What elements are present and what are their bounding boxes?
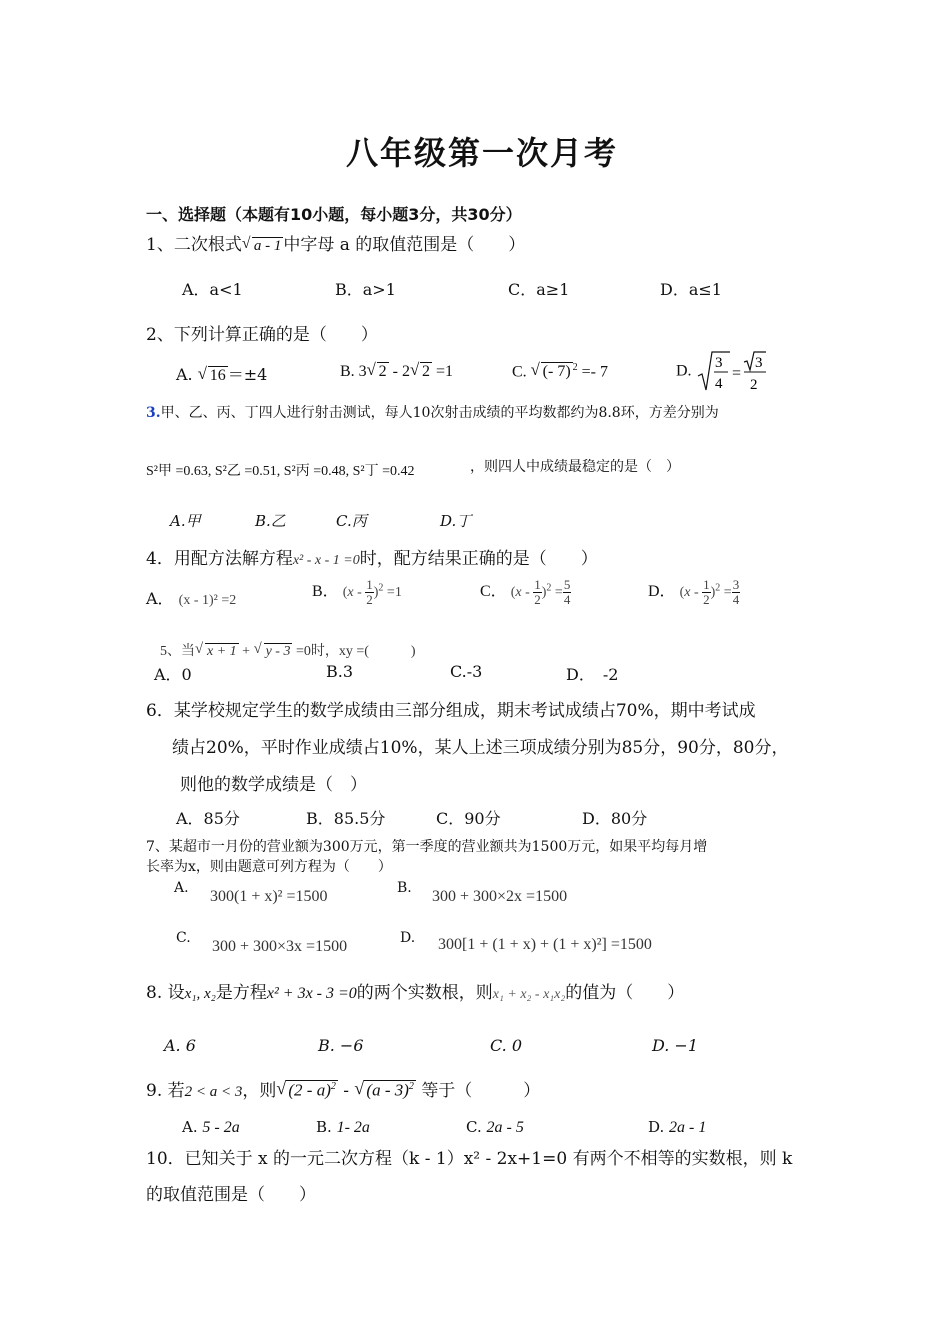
q7-option-b[interactable]: 300 + 300×2x =1500 [432, 888, 568, 905]
q9-option-a[interactable]: A. 5 - 2a [182, 1118, 240, 1136]
question-7-line-1: 7、某超市一月份的营业额为300万元，第一季度的营业额共为1500万元，如果平均每月增 [146, 839, 708, 855]
q1-stem-end: 中字母 a 的取值范围是（ ） [283, 235, 526, 255]
q6-option-a[interactable]: A．85分 [176, 809, 240, 828]
question-10-line-1: 10．已知关于 x 的一元二次方程（k - 1）x² - 2x+1=0 有两个不相等的实数根，则 k [146, 1149, 793, 1169]
question-2-stem: 2、下列计算正确的是（ ） [146, 325, 378, 345]
q5-option-c[interactable]: C.-3 [450, 662, 483, 681]
q7-option-c[interactable]: 300 + 300×3x =1500 [212, 938, 348, 955]
q6-option-c[interactable]: C．90分 [436, 809, 501, 828]
q2-a-radical: √ 16 [198, 366, 228, 385]
q8-option-b[interactable]: B. −6 [318, 1036, 364, 1055]
question-9-stem: 9. 若2 < a < 3，则√ (2 - a)$^2$ - √ (a - 3)$^2$ 等于（ ） [146, 1076, 540, 1101]
q6-option-b[interactable]: B．85.5分 [306, 809, 386, 828]
q7-option-d-label[interactable]: D. [400, 930, 416, 946]
q2-b-radical-2: √ 2 [410, 362, 432, 381]
page-title: 八年级第一次月考 [346, 134, 619, 172]
q9-option-d[interactable]: D. 2a - 1 [648, 1118, 707, 1136]
q6-option-d[interactable]: D．80分 [582, 809, 648, 828]
question-6-line-1: 6．某学校规定学生的数学成绩由三部分组成，期末考试成绩占70%，期中考试成 [146, 701, 756, 721]
q5-option-b[interactable]: B.3 [326, 662, 354, 681]
svg-text:3: 3 [754, 355, 763, 371]
section-heading: 一、选择题（本题有10小题，每小题3分，共30分） [146, 205, 522, 224]
q7-option-a-label[interactable]: A. [174, 880, 189, 896]
q7-option-d[interactable]: 300[1 + (1 + x) + (1 + x)²] =1500 [438, 936, 652, 953]
q1-option-a[interactable]: A．a<1 [182, 280, 243, 299]
q4-option-a[interactable]: A． (x - 1)² =2 [146, 589, 237, 608]
svg-text:3: 3 [714, 355, 723, 371]
q3-option-a[interactable]: A.甲 [170, 512, 201, 530]
q4-option-c[interactable]: C． (x - $\frac{1}{2}$ )$^2$ = $\frac{5}{4}$ [480, 577, 571, 608]
q2-option-d[interactable]: D. 3 4 = 3 2 [676, 350, 768, 394]
q4-equation: x² - x - 1 =0 [292, 553, 360, 568]
q3-option-b[interactable]: B.乙 [255, 512, 286, 530]
q4-option-d[interactable]: D． (x - $\frac{1}{2}$ )$^2$ = $\frac{3}{4}$ [648, 577, 740, 608]
q8-option-a[interactable]: A. 6 [164, 1036, 196, 1055]
q5-radical-1: √ x + 1 [195, 643, 239, 660]
q1-radical: √ a - 1 [242, 237, 284, 255]
q8-expression: x₁ + x₂ - x₁x₂ [492, 987, 566, 1002]
q4-option-b[interactable]: B． (x - $\frac{1}{2}$ )$^2$ =1 [312, 577, 402, 608]
q2-c-radical: √ (- 7) $^2$ [531, 362, 578, 381]
q3-variances: S²甲 =0.63, S²乙 =0.51, S²丙 =0.48, S²丁 =0.42 [146, 464, 415, 479]
q2-b-radical-1: √ 2 [367, 362, 389, 381]
q1-option-b[interactable]: B．a>1 [335, 280, 396, 299]
q2-d-expression [696, 350, 768, 394]
q3-tail: ，则四人中成绩最稳定的是（ ） [470, 459, 680, 475]
q2-option-b[interactable]: B. 3√ 2 - 2√ 2 =1 [340, 362, 453, 381]
q9-option-b[interactable]: B. 1- 2a [316, 1118, 370, 1136]
q1-option-c[interactable]: C．a≥1 [508, 280, 570, 299]
question-4-stem: 4．用配方法解方程x² - x - 1 =0时，配方结果正确的是（ ） [146, 549, 598, 569]
question-7-line-2: 长率为x，则由题意可列方程为（ ） [146, 859, 392, 875]
q9-radical-2: √ (a - 3)$^2$ [354, 1080, 415, 1101]
q2-option-c[interactable]: C. √ (- 7) $^2$ =- 7 [512, 362, 608, 381]
question-1-stem [146, 230, 525, 255]
q8-equation: x² + 3x - 3 =0 [266, 985, 357, 1002]
q5-option-a[interactable]: A．0 [154, 665, 192, 684]
q7-option-a[interactable]: 300(1 + x)² =1500 [210, 888, 328, 905]
q8-option-c[interactable]: C. 0 [490, 1036, 523, 1055]
q2-option-a[interactable]: A. √ 16 ＝±4 [176, 362, 267, 385]
question-6-line-2: 绩占20%，平时作业成绩占10%，某人上述三项成绩分别为85分，90分，80分， [172, 738, 789, 758]
question-10-line-2: 的取值范围是（ ） [146, 1185, 316, 1205]
q3-number: 3. [146, 405, 161, 421]
question-5-stem: 5、当√ x + 1 + √ y - 3 =0时，xy =( ) [160, 640, 416, 660]
q1-option-d[interactable]: D．a≤1 [660, 280, 722, 299]
question-3-stem: 3.甲、乙、丙、丁四人进行射击测试，每人10次射击成绩的平均数都约为8.8环，方差分别为 [146, 405, 719, 421]
svg-text:=: = [731, 365, 741, 382]
q9-option-c[interactable]: C. 2a - 5 [466, 1118, 524, 1136]
svg-text:4: 4 [714, 376, 723, 392]
q8-roots: x₁, x₂ [184, 986, 216, 1002]
q7-option-c-label[interactable]: C. [176, 930, 191, 946]
svg-text:2: 2 [749, 377, 758, 393]
q5-radical-2: √ y - 3 [254, 643, 293, 660]
q1-stem-start: 1、二次根式 [146, 235, 242, 255]
q5-option-d[interactable]: D． -2 [566, 665, 619, 684]
q8-option-d[interactable]: D. −1 [652, 1036, 699, 1055]
q3-option-d[interactable]: D.丁 [440, 512, 472, 530]
q9-condition: 2 < a < 3 [184, 1084, 243, 1100]
question-6-line-3: 则他的数学成绩是（ ） [180, 775, 367, 795]
q3-option-c[interactable]: C.丙 [336, 512, 367, 530]
question-8-stem: 8. 设x₁, x₂是方程x² + 3x - 3 =0的两个实数根，则x₁ + x₂ - x₁x₂的值为（ ） [146, 983, 685, 1003]
q9-radical-1: √ (2 - a)$^2$ [276, 1080, 337, 1101]
q7-option-b-label[interactable]: B. [397, 880, 412, 896]
